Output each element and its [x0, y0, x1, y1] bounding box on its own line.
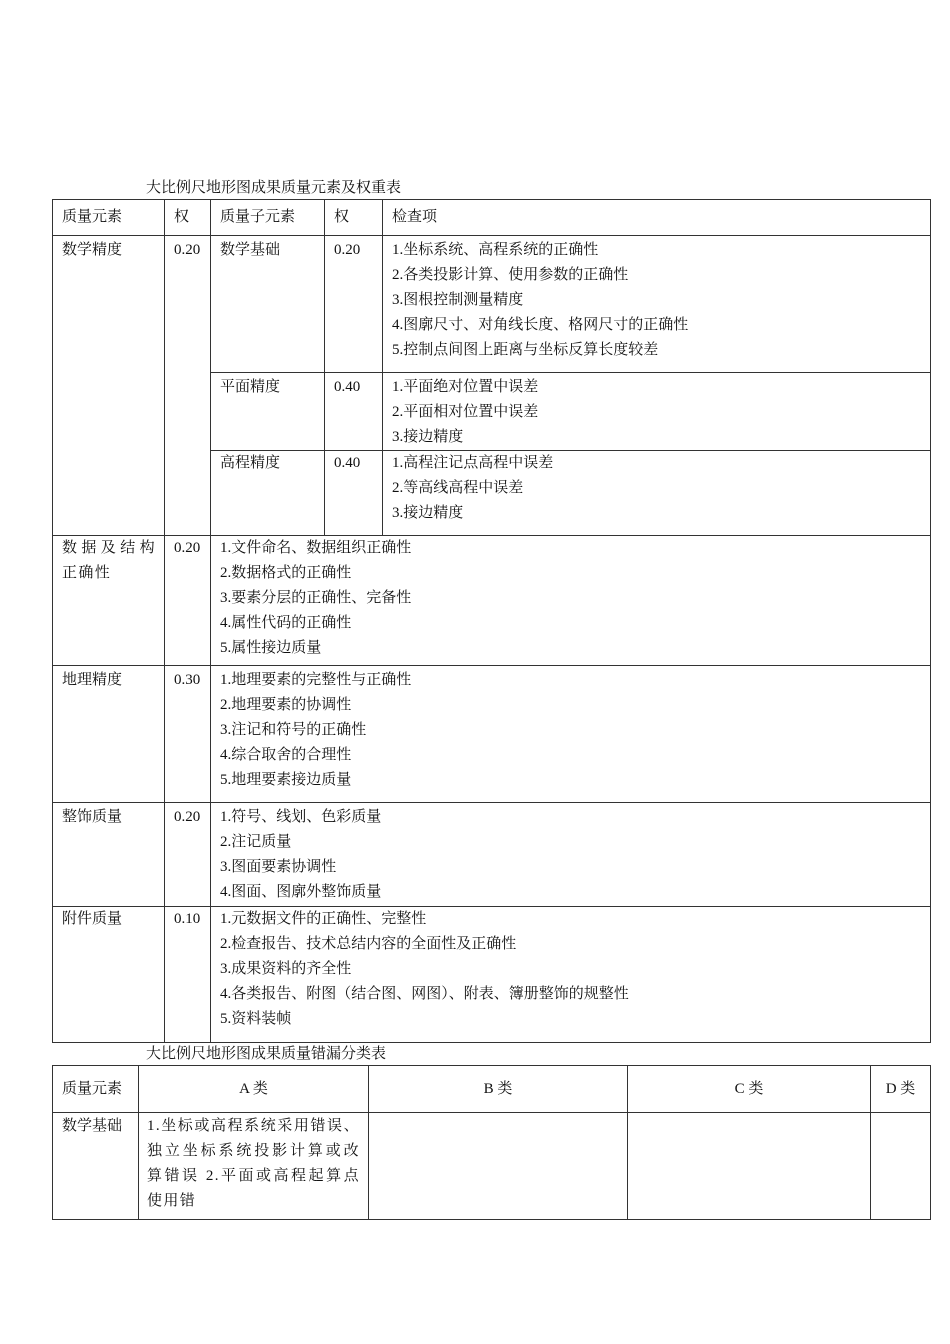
b-class-cell [369, 1113, 628, 1220]
element-cell: 附件质量 [53, 907, 165, 1043]
check-items-cell [211, 907, 931, 1043]
check-item: 1.元数据文件的正确性、完整性 [220, 911, 427, 927]
c-class-cell [628, 1113, 871, 1220]
check-item: 1.坐标系统、高程系统的正确性 [392, 242, 599, 258]
check-items-cell [383, 373, 931, 451]
check-item: 5.资料装帧 [220, 1011, 292, 1027]
weight-cell: 0.30 [165, 666, 211, 803]
check-item: 3.接边精度 [392, 429, 464, 445]
weight-cell: 0.10 [165, 907, 211, 1043]
check-item: 3.成果资料的齐全性 [220, 961, 352, 977]
check-item: 5.地理要素接边质量 [220, 772, 352, 788]
header-cell: A 类 [139, 1066, 369, 1113]
check-item: 1.符号、线划、色彩质量 [220, 809, 382, 825]
element-cell: 数学精度 [53, 236, 165, 536]
check-item: 1.文件命名、数据组织正确性 [220, 540, 412, 556]
sub-element-cell: 数学基础 [211, 236, 325, 373]
check-items-cell [211, 666, 931, 803]
check-item: 3.图面要素协调性 [220, 859, 337, 875]
table1-caption: 大比例尺地形图成果质量元素及权重表 [146, 180, 402, 196]
check-item: 2.检查报告、技术总结内容的全面性及正确性 [220, 936, 517, 952]
check-items-cell [211, 803, 931, 907]
quality-weight-table [52, 199, 931, 1043]
check-item: 3.要素分层的正确性、完备性 [220, 590, 412, 606]
sub-weight-cell: 0.40 [325, 451, 383, 536]
table-row [53, 236, 931, 373]
table-row [53, 536, 931, 666]
header-cell: 权 [325, 200, 383, 236]
sub-weight-cell: 0.40 [325, 373, 383, 451]
check-item: 1.高程注记点高程中误差 [392, 455, 554, 471]
sub-element-cell: 平面精度 [211, 373, 325, 451]
check-items-cell [211, 536, 931, 666]
check-item: 5.属性接边质量 [220, 640, 322, 656]
sub-element-cell: 高程精度 [211, 451, 325, 536]
check-item: 5.控制点间图上距离与坐标反算长度较差 [392, 342, 659, 358]
weight-cell: 0.20 [165, 236, 211, 536]
element-cell: 整饰质量 [53, 803, 165, 907]
header-cell: D 类 [871, 1066, 931, 1113]
check-item: 2.地理要素的协调性 [220, 697, 352, 713]
element-cell: 数学基础 [53, 1113, 139, 1220]
check-item: 4.属性代码的正确性 [220, 615, 352, 631]
weight-cell: 0.20 [165, 803, 211, 907]
header-cell: B 类 [369, 1066, 628, 1113]
check-item: 2.各类投影计算、使用参数的正确性 [392, 267, 629, 283]
check-item: 3.注记和符号的正确性 [220, 722, 367, 738]
header-cell: 质量子元素 [211, 200, 325, 236]
check-item: 4.图廓尺寸、对角线长度、格网尺寸的正确性 [392, 317, 689, 333]
element-cell: 地理精度 [53, 666, 165, 803]
element-cell: 数据及结构正确性 [53, 536, 165, 666]
check-items-cell [383, 236, 931, 373]
check-item: 3.接边精度 [392, 505, 464, 521]
table-row [53, 803, 931, 907]
a-class-cell: 1.坐标或高程系统采用错误、独立坐标系统投影计算或改算错误 2.平面或高程起算点使用错 [139, 1113, 369, 1220]
check-item: 2.数据格式的正确性 [220, 565, 352, 581]
table2-caption: 大比例尺地形图成果质量错漏分类表 [146, 1046, 387, 1062]
d-class-cell [871, 1113, 931, 1220]
header-cell: 权 [165, 200, 211, 236]
check-item: 4.各类报告、附图（结合图、网图）、附表、簿册整饰的规整性 [220, 986, 629, 1002]
header-cell: 质量元素 [53, 200, 165, 236]
check-item: 3.图根控制测量精度 [392, 292, 524, 308]
sub-weight-cell: 0.20 [325, 236, 383, 373]
error-classification-table [52, 1065, 931, 1220]
header-cell: 检查项 [383, 200, 931, 236]
table1-header-row [53, 200, 931, 236]
check-item: 1.平面绝对位置中误差 [392, 379, 539, 395]
check-item: 4.图面、图廓外整饰质量 [220, 884, 382, 900]
check-item: 1.地理要素的完整性与正确性 [220, 672, 412, 688]
check-items-cell [383, 451, 931, 536]
table-row [53, 907, 931, 1043]
table2-header-row [53, 1066, 931, 1113]
weight-cell: 0.20 [165, 536, 211, 666]
table-row [53, 1113, 931, 1220]
header-cell: 质量元素 [53, 1066, 139, 1113]
check-item: 2.等高线高程中误差 [392, 480, 524, 496]
check-item: 2.注记质量 [220, 834, 292, 850]
header-cell: C 类 [628, 1066, 871, 1113]
check-item: 2.平面相对位置中误差 [392, 404, 539, 420]
table-row [53, 666, 931, 803]
check-item: 4.综合取舍的合理性 [220, 747, 352, 763]
